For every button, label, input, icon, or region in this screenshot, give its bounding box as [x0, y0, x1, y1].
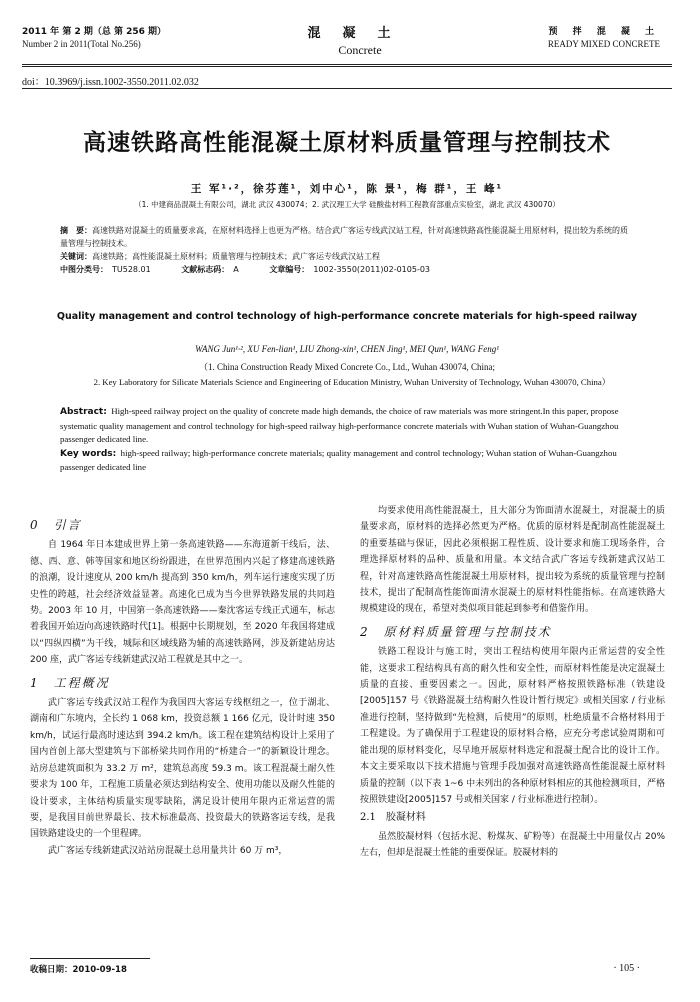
keywords-label: 关键词： [60, 252, 92, 261]
section-1-heading: 1 工程概况 [30, 675, 110, 690]
clc-value: TU528.01 [112, 265, 151, 274]
doc-value: A [233, 265, 239, 274]
en-keywords-text: high-speed railway; high-performance concrete materials; quality management and control technology; Wuhan station of Wuhan-Guangzhou passenger dedicated line [60, 447, 617, 472]
column-right [360, 503, 665, 862]
en-abstract-label: Abstract: [60, 407, 107, 417]
section-2-1-heading: 2.1 胶凝材料 [360, 812, 426, 824]
section-info [548, 24, 660, 49]
issue-en: Number 2 in 2011(Total No.256) [22, 39, 141, 49]
english-affiliation-2: 2. Key Laboratory for Silicate Materials Science and Engineering of Education Ministry, Wuhan University of Technology, Wuhan 430070, China） [93, 377, 611, 387]
section-2-paragraph: 铁路工程设计与施工时，突出工程结构使用年限内正常运营的安全性能，这要求工程结构具有高的耐久性和安全性，而原材料性能是决定混凝土质量的直接、重要因素之一。因此，原材料严格按照铁路标准（铁建设[2005]157 号《铁路混凝土结构耐久性设计暂行规定》或相关国家 / 行业标准进行控制，坚持做到“先检测，后使用”的原则，杜绝质量不合格材料用于工程建设。为了确保用于工程建设的原材料合格，应充分考虑试验周期和可能出现的原材料变化，尽早地开展原材料选定和混凝土配合比的设计工作。本文主要采取以下技术措施与管理手段加强对高速铁路高性能混凝土原材料质量的控制（以下表 1~6 中未列出的各种原材料相应的其他检测项目，严格按照铁建设[2005]157 号或相关国家 / 行业标准进行控制）。 [360, 647, 665, 805]
paper-title: 高速铁路高性能混凝土原材料质量管理与控制技术 [83, 130, 611, 156]
abstract-cn [60, 224, 632, 276]
section-0-heading: 0 引言 [30, 518, 82, 532]
header-rule-2 [22, 66, 672, 67]
doi: doi：10.3969/j.issn.1002-3550.2011.02.032 [22, 77, 199, 88]
footnote-rule [30, 958, 150, 959]
affiliation: （1. 中建商品混凝土有限公司，湖北 武汉 430074；2. 武汉理工大学 硅酸盐材料工程教育部重点实验室，湖北 武汉 430070） [134, 200, 560, 209]
doi-rule [22, 88, 672, 89]
received-date: 收稿日期：2010-09-18 [30, 965, 127, 975]
abstract-label: 摘 要： [60, 226, 92, 235]
issue-cn: 2011 年 第 2 期（总 第 256 期） [22, 27, 167, 37]
section-0-paragraph: 自 1964 年日本建成世界上第一条高速铁路——东海道新干线后，法、德、西、意、韩等国家和地区纷纷跟进，在世界范围内兴起了修建高速铁路的浪潮，设计速度从 200 km/h 提高到 350 km/h，列车运行速度实现了历史性的跨越，社会经济效益显著。高速化已成为当今世界铁路发展的共同趋势。2003 年 10 月，中国第一条高速铁路——秦沈客运专线正式通车，标志着我国开始迈向高速铁路时代[1]。根据中长期规划，至 2020 年我国将建成以“四纵四横”为干线，城际和区域线路为辅的高速铁路网，涉及新建站房达 200 座，武广客运专线新建武汉站工程就是其中之一。 [30, 540, 335, 666]
section-1-paragraph-1: 武广客运专线武汉站工程作为我国四大客运专线枢纽之一，位于湖北、湖南和广东境内，全长约 1 068 km，投资总额 1 166 亿元，设计时速 350 km/h，试运行最高时速达到 394.2 km/h。该工程在建筑结构设计上采用了国内首创上部大型建筑与下部桥梁共同作用的“桥建合一”的新颖设计理念。站房总建筑面积为 33.2 万 m²，建筑总高度 59.3 m。该工程混凝土耐久性要求为 100 年，工程施工质量必须达到结构安全、使用功能以及耐久性能的设计要求，主体结构质量实现零缺陷，满足设计使用年限内正常运营的需要，是我国目前世界最长、技术标准最高、投资最大的铁路客运专线，是我国铁路建设史的一个里程碑。 [30, 698, 335, 840]
issue-info [22, 24, 166, 49]
journal-cn: 混凝土 [307, 26, 413, 41]
journal-name [290, 22, 430, 58]
en-abstract-text: High-speed railway project on the quality of concrete made high demands, the choice of raw materials was more stringent.In this paper, propose systematic quality management and control technology for high-speed railway high-performance concrete materials with Wuhan station of Wuhan-Guangzhou passenger dedicated line. [60, 406, 619, 444]
column-left [30, 511, 335, 859]
right-paragraph-1: 均要求使用高性能混凝土，且大部分为饰面清水混凝土，对混凝土的质量要求高，原材料的选择必然更为严格。优质的原材料是配制高性能混凝土的重要基础与保证，因此必须根据工程性质、设计要求和施工现场条件，合理选择原材料的品种、质量和用量。本文结合武广客运专线新建武汉站工程，针对高速铁路高性能混凝土用原材料，提出较为系统的质量管理与控制技术，提出了配制高性能饰面清水混凝土的原材料性能指标。在高速铁路大规模建设的现在，希望对类似项目能起到参考和借鉴作用。 [360, 506, 665, 615]
abstract-text: 高速铁路对混凝土的质量要求高，在原材料选择上也更为严格。结合武广客运专线武汉站工程，针对高速铁路高性能混凝土用原材料，提出较为系统的质量管理与控制技术。 [60, 226, 628, 248]
english-affiliation-1: （1. China Construction Ready Mixed Concrete Co., Ltd., Wuhan 430074, China; [199, 362, 495, 372]
section-cn: 预 拌 混 凝 土 [548, 27, 660, 37]
page-number: · 105 · [613, 963, 640, 974]
art-value: 1002-3550(2011)02-0105-03 [313, 265, 431, 274]
section-en: READY MIXED CONCRETE [547, 39, 660, 49]
header-rule [22, 64, 672, 65]
section-1-paragraph-2: 武广客运专线新建武汉站站房混凝土总用量共计 60 万 m³， [48, 845, 288, 856]
clc-label: 中图分类号： [60, 265, 108, 274]
en-keywords-label: Key words: [60, 448, 117, 459]
authors: 王 军¹·²，徐芬莲¹，刘中心¹，陈 景¹，梅 群¹，王 峰¹ [190, 183, 504, 195]
english-authors: WANG Jun¹·², XU Fen-lian¹, LIU Zhong-xin¹, CHEN Jing¹, MEI Qun¹, WANG Feng¹ [195, 344, 499, 354]
keywords-text: 高速铁路；高性能混凝土原材料；质量管理与控制技术；武广客运专线武汉站工程 [92, 252, 380, 261]
art-label: 文章编号： [269, 265, 310, 274]
doc-label: 文献标志码： [181, 265, 230, 274]
english-abstract [60, 405, 632, 475]
journal-en: Concrete [338, 43, 382, 57]
english-title: Quality management and control technology of high-performance concrete materials for high-speed railway [56, 311, 638, 322]
section-2-1-paragraph: 虽然胶凝材料（包括水泥、粉煤灰、矿粉等）在混凝土中用量仅占 20%左右，但却是混凝土性能的重要保证。胶凝材料的 [360, 831, 665, 859]
section-2-heading: 2 原材料质量管理与控制技术 [360, 624, 552, 639]
